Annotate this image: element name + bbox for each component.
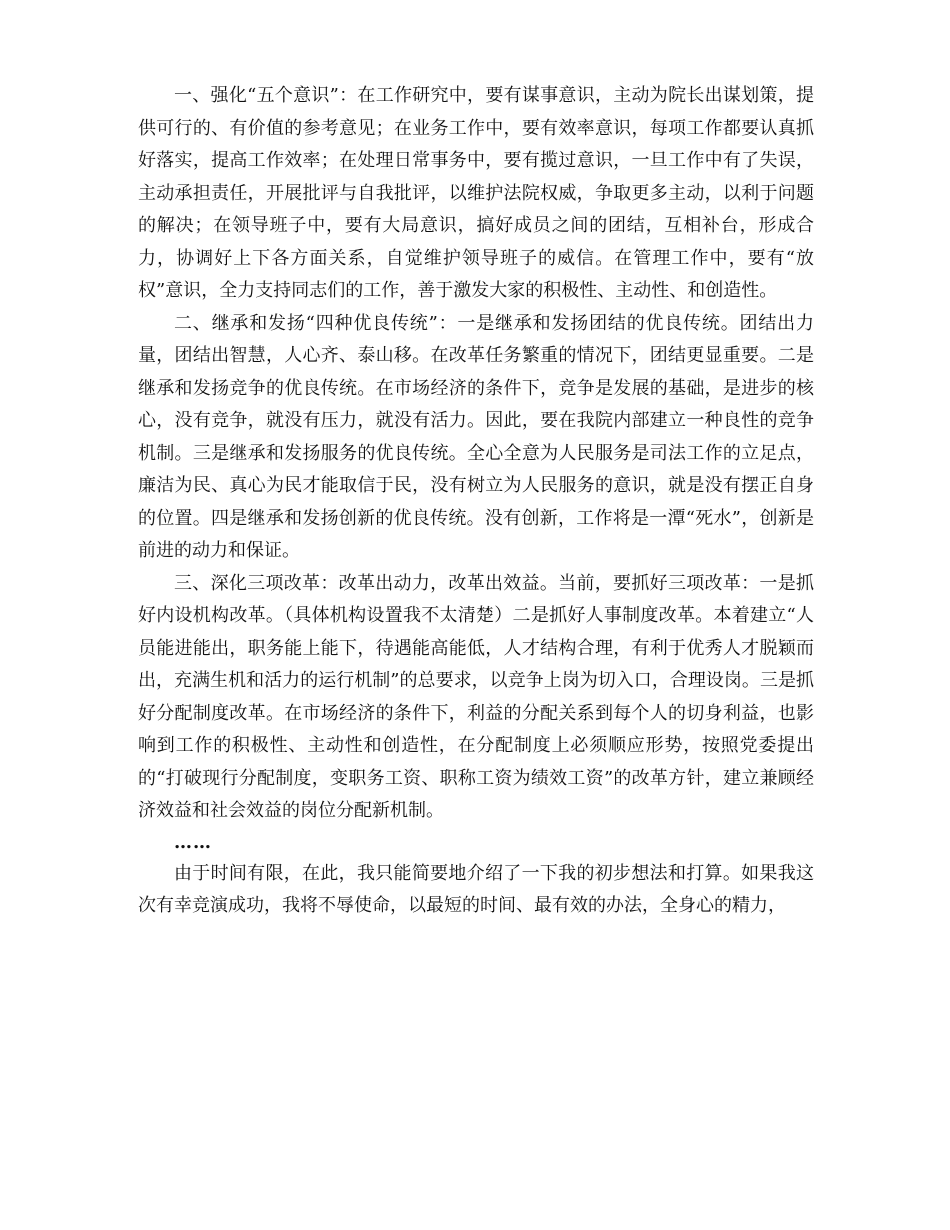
paragraph-three-reforms: 三、深化三项改革：改革出动力，改革出效益。当前，要抓好三项改革：一是抓好内设机构改革。（具体机构设置我不太清楚）二是抓好人事制度改革。本着建立“人员能进能出，职务能上能下，待遇能高能低，人才结构合理，有利于优秀人才脱颖而出，充满生机和活力的运行机制”的总要求，以竞争上岗为切入口，合理设岗。三是抓好分配制度改革。在市场经济的条件下，利益的分配关系到每个人的切身利益，也影响到工作的积极性、主动性和创造性，在分配制度上必须顺应形势，按照党委提出的“打破现行分配制度，变职务工资、职称工资为绩效工资”的改革方针，建立兼顾经济效益和社会效益的岗位分配新机制。 [138,572,814,821]
paragraph-four-traditions: 二、继承和发扬“四种优良传统”：一是继承和发扬团结的优良传统。团结出力量，团结出智慧，人心齐、泰山移。在改革任务繁重的情况下，团结更显重要。二是继承和发扬竞争的优良传统。在市场经济的条件下，竞争是发展的基础，是进步的核心，没有竞争，就没有压力，就没有活力。因此，要在我院内部建立一种良性的竞争机制。三是继承和发扬服务的优良传统。全心全意为人民服务是司法工作的立足点，廉洁为民、真心为民才能取信于民，没有树立为人民服务的意识，就是没有摆正自身的位置。四是继承和发扬创新的优良传统。没有创新，工作将是一潭“死水”，创新是前进的动力和保证。 [138,312,814,561]
document-body [138,80,814,923]
paragraph-five-awareness: 一、强化“五个意识”：在工作研究中，要有谋事意识，主动为院长出谋划策，提供可行的、有价值的参考意见；在业务工作中，要有效率意识，每项工作都要认真抓好落实，提高工作效率；在处理日常事务中，要有揽过意识，一旦工作中有了失误，主动承担责任，开展批评与自我批评，以维护法院权威，争取更多主动，以利于问题的解决；在领导班子中，要有大局意识，搞好成员之间的团结，互相补台，形成合力，协调好上下各方面关系，自觉维护领导班子的威信。在管理工作中，要有“放权”意识，全力支持同志们的工作，善于激发大家的积极性、主动性、和创造性。 [138,85,814,301]
ellipsis-separator: …… [174,831,212,853]
paragraph-closing: 由于时间有限，在此，我只能简要地介绍了一下我的初步想法和打算。如果我这次有幸竞演成功，我将不辱使命，以最短的时间、最有效的办法，全身心的精力， [138,862,814,916]
